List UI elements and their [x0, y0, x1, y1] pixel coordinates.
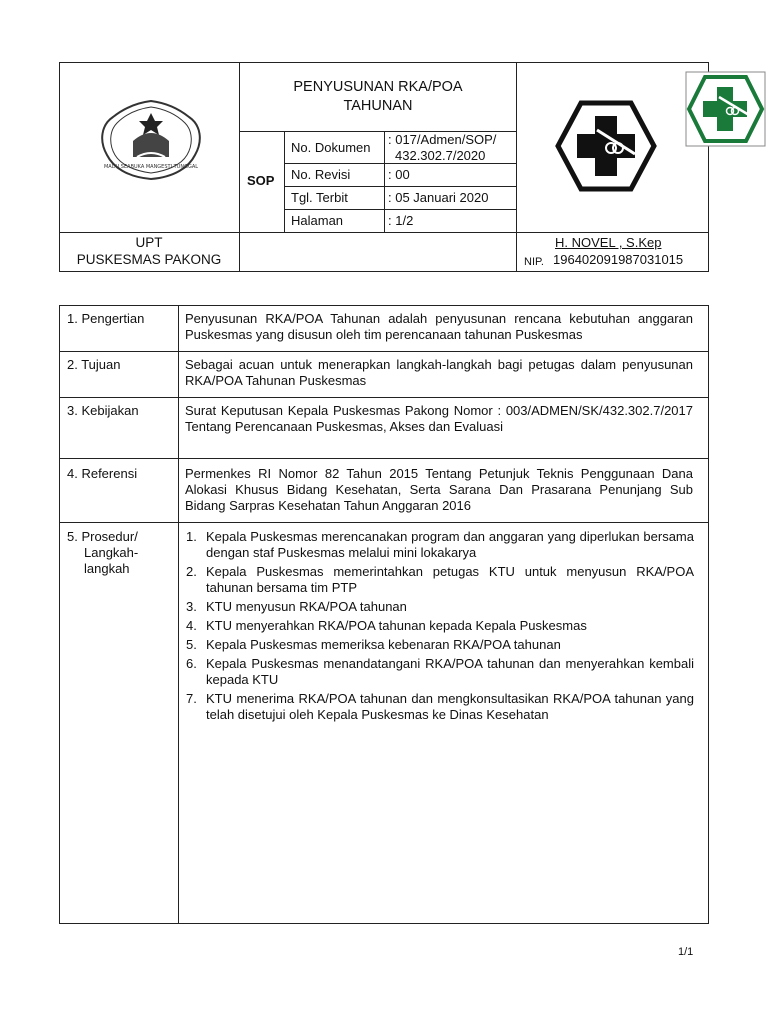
- field-label-no-revisi: No. Revisi: [291, 167, 351, 182]
- org-name-line2: PUSKESMAS PAKONG: [76, 252, 222, 267]
- section-text-pengertian: Penyusunan RKA/POA Tahunan adalah penyusunan rencana kebutuhan anggaran Puskesmas yang disusun oleh tim perencanaan tahunan Puskesmas: [185, 311, 693, 342]
- procedure-steps-list: [186, 529, 694, 726]
- step-number: 1.: [186, 529, 197, 544]
- step-number: 5.: [186, 637, 197, 652]
- step-text: Kepala Puskesmas memerintahkan petugas KTU untuk menyusun RKA/POA tahunan bersama tim PTP: [206, 564, 694, 595]
- section-label-pengertian: 1. Pengertian: [67, 311, 145, 326]
- field-value-no-dokumen-line1: : 017/Admen/SOP/: [388, 132, 497, 147]
- org-name-line1: UPT: [135, 235, 163, 250]
- sop-label: SOP: [247, 173, 275, 188]
- procedure-step: [186, 599, 694, 615]
- step-number: 2.: [186, 564, 197, 579]
- nip-label: NIP.: [524, 256, 544, 268]
- step-number: 7.: [186, 691, 197, 706]
- green-health-logo-icon: [685, 71, 766, 147]
- procedure-step: [186, 691, 694, 723]
- page-number: 1/1: [678, 946, 694, 958]
- field-value-tgl-terbit: : 05 Januari 2020: [388, 190, 489, 205]
- field-value-halaman: : 1/2: [388, 213, 414, 228]
- step-text: Kepala Puskesmas menandatangani RKA/POA tahunan dan menyerahkan kembali kepada KTU: [206, 656, 694, 687]
- field-value-no-dokumen-line2: 432.302.7/2020: [395, 148, 486, 163]
- step-text: KTU menyerahkan RKA/POA tahunan kepada Kepala Puskesmas: [206, 618, 587, 633]
- procedure-step: [186, 564, 694, 596]
- section-text-tujuan: Sebagai acuan untuk menerapkan langkah-langkah bagi petugas dalam penyusunan RKA/POA Tahunan Puskesmas: [185, 357, 693, 388]
- section-label-kebijakan: 3. Kebijakan: [67, 403, 139, 418]
- field-label-halaman: Halaman: [291, 213, 344, 228]
- section-text-kebijakan: Surat Keputusan Kepala Puskesmas Pakong Nomor : 003/ADMEN/SK/432.302.7/2017 Tentang Perencanaan Puskesmas, Akses dan Evaluasi: [185, 403, 693, 434]
- field-label-no-dokumen: No. Dokumen: [291, 140, 371, 155]
- field-value-no-revisi: : 00: [388, 167, 410, 182]
- procedure-step: [186, 637, 694, 653]
- section-text-referensi: Permenkes RI Nomor 82 Tahun 2015 Tentang Petunjuk Teknis Penggunaan Dana Alokasi Khusus Bidang Kesehatan, Serta Sarana Dan Prasarana Penunjang Sub Bidang Sarpras Kesehatan Tahun Anggaran 2016: [185, 466, 693, 513]
- signer-name: H. NOVEL , S.Kep: [555, 235, 662, 250]
- document-title: [240, 78, 516, 116]
- step-number: 4.: [186, 618, 197, 633]
- section-label-referensi: 4. Referensi: [67, 466, 138, 481]
- section-label-tujuan: 2. Tujuan: [67, 357, 121, 372]
- procedure-step: [186, 529, 694, 561]
- regency-emblem-icon: [97, 97, 205, 183]
- step-text: Kepala Puskesmas memeriksa kebenaran RKA/POA tahunan: [206, 637, 561, 652]
- section-label-prosedur: [67, 529, 138, 577]
- nip-value: 196402091987031015: [553, 252, 684, 267]
- section-label-prosedur-line1: 5. Prosedur/: [67, 529, 138, 544]
- procedure-step: [186, 656, 694, 688]
- svg-text:MADU SEABUKA MANGESTI TUNGGAL: MADU SEABUKA MANGESTI TUNGGAL: [103, 164, 199, 170]
- step-text: Kepala Puskesmas merencanakan program dan anggaran yang diperlukan bersama dengan staf Puskesmas melalui mini lokakarya: [206, 529, 694, 560]
- section-label-prosedur-line3: langkah: [84, 561, 130, 576]
- step-number: 6.: [186, 656, 197, 671]
- document-title-line2: TAHUNAN: [343, 98, 413, 114]
- field-label-tgl-terbit: Tgl. Terbit: [291, 190, 348, 205]
- step-number: 3.: [186, 599, 197, 614]
- section-label-prosedur-line2: Langkah-: [84, 545, 139, 560]
- step-text: KTU menerima RKA/POA tahunan dan mengkonsultasikan RKA/POA tahunan yang telah disetujui oleh Kepala Puskesmas ke Dinas Kesehatan: [206, 691, 694, 722]
- step-text: KTU menyusun RKA/POA tahunan: [206, 599, 407, 614]
- document-title-line1: PENYUSUNAN RKA/POA: [293, 79, 463, 95]
- puskesmas-logo-icon: [555, 100, 657, 192]
- procedure-step: [186, 618, 694, 634]
